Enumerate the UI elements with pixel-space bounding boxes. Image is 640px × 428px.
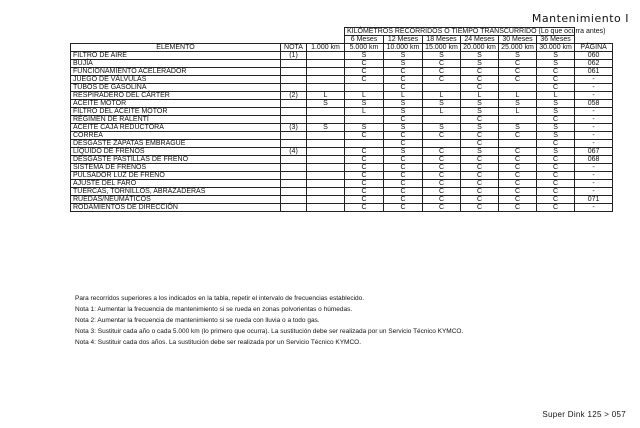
interval-cell: S xyxy=(307,124,345,132)
nota-cell xyxy=(281,76,307,84)
interval-cell: S xyxy=(423,100,461,108)
interval-cell xyxy=(499,140,537,148)
interval-cell: C xyxy=(461,204,499,212)
pagina-cell: 068 xyxy=(575,156,613,164)
element-cell: TUBOS DE GASOLINA xyxy=(71,84,281,92)
interval-cell: S xyxy=(537,100,575,108)
interval-cell xyxy=(345,116,384,124)
interval-cell: C xyxy=(499,156,537,164)
interval-cell xyxy=(307,188,345,196)
km-header: 30.000 km xyxy=(537,44,575,52)
pagina-cell: 058 xyxy=(575,100,613,108)
interval-cell: C xyxy=(499,132,537,140)
element-cell: DESGASTE ZAPATAS EMBRAGUE xyxy=(71,140,281,148)
interval-cell: C xyxy=(345,196,384,204)
pagina-cell: - xyxy=(575,92,613,100)
interval-cell: C xyxy=(461,68,499,76)
table-row xyxy=(71,172,613,180)
interval-cell: C xyxy=(537,204,575,212)
interval-cell: S xyxy=(537,52,575,60)
month-header: 6 Meses xyxy=(345,36,384,44)
interval-cell: C xyxy=(537,196,575,204)
nota-cell: (2) xyxy=(281,92,307,100)
interval-cell: S xyxy=(345,52,384,60)
nota-cell xyxy=(281,204,307,212)
interval-cell: C xyxy=(499,148,537,156)
interval-cell: S xyxy=(461,52,499,60)
interval-cell: C xyxy=(423,172,461,180)
nota-cell xyxy=(281,164,307,172)
element-cell: ACEITE MOTOR xyxy=(71,100,281,108)
interval-cell xyxy=(423,116,461,124)
interval-cell: L xyxy=(461,92,499,100)
month-header: 30 Meses xyxy=(499,36,537,44)
interval-cell: C xyxy=(499,76,537,84)
month-header: 12 Meses xyxy=(384,36,423,44)
table-row xyxy=(71,180,613,188)
note-1: Nota 1: Aumentar la frecuencia de mantenimiento si se rueda en zonas polvorientas o húmedas. xyxy=(75,306,353,313)
interval-cell: C xyxy=(423,180,461,188)
interval-cell: C xyxy=(499,172,537,180)
interval-cell: C xyxy=(499,68,537,76)
table-row xyxy=(71,148,613,156)
interval-cell: L xyxy=(537,92,575,100)
interval-cell: C xyxy=(384,188,423,196)
interval-cell: C xyxy=(345,68,384,76)
interval-cell: C xyxy=(345,164,384,172)
interval-cell: C xyxy=(384,76,423,84)
month-header: 36 Meses xyxy=(537,36,575,44)
interval-cell: C xyxy=(461,172,499,180)
note-intro: Para recorridos superiores a los indicados en la tabla, repetir el intervalo de frecuencias establecido. xyxy=(75,295,365,302)
interval-cell xyxy=(307,172,345,180)
interval-cell: C xyxy=(345,204,384,212)
table-row xyxy=(71,92,613,100)
interval-cell: S xyxy=(307,100,345,108)
interval-cell: C xyxy=(384,116,423,124)
table-row xyxy=(71,108,613,116)
nota-cell xyxy=(281,196,307,204)
interval-cell: S xyxy=(384,148,423,156)
interval-cell: L xyxy=(499,108,537,116)
interval-cell: S xyxy=(345,124,384,132)
table-row xyxy=(71,68,613,76)
interval-cell: S xyxy=(499,52,537,60)
interval-cell: C xyxy=(423,60,461,68)
interval-cell: C xyxy=(461,156,499,164)
interval-cell xyxy=(423,140,461,148)
interval-cell xyxy=(307,156,345,164)
interval-cell: S xyxy=(461,108,499,116)
nota-cell xyxy=(281,132,307,140)
maintenance-table xyxy=(70,27,613,212)
element-cell: TUERCAS, TORNILLOS, ABRAZADERAS xyxy=(71,188,281,196)
interval-cell xyxy=(307,76,345,84)
column-header-elemento: ELEMENTO xyxy=(71,44,281,52)
interval-cell: C xyxy=(537,116,575,124)
interval-cell: S xyxy=(384,108,423,116)
nota-cell xyxy=(281,60,307,68)
interval-cell: C xyxy=(499,188,537,196)
element-cell: BUJÍA xyxy=(71,60,281,68)
km-header: 10.000 km xyxy=(384,44,423,52)
nota-cell xyxy=(281,180,307,188)
interval-cell: C xyxy=(461,140,499,148)
element-cell: PULSADOR LUZ DE FRENO xyxy=(71,172,281,180)
element-cell: CORREA xyxy=(71,132,281,140)
pagina-cell: - xyxy=(575,132,613,140)
interval-cell: S xyxy=(537,124,575,132)
page-footer: Super Dink 125 > 057 xyxy=(542,410,626,419)
interval-cell: C xyxy=(461,180,499,188)
element-cell: SISTEMA DE FRENOS xyxy=(71,164,281,172)
nota-cell xyxy=(281,156,307,164)
table-row xyxy=(71,116,613,124)
interval-cell: C xyxy=(423,204,461,212)
interval-cell: L xyxy=(307,92,345,100)
interval-cell: C xyxy=(537,68,575,76)
table-row xyxy=(71,100,613,108)
column-header-pagina: PÁGINA xyxy=(575,44,613,52)
element-cell: FUNCIONAMIENTO ACELERADOR xyxy=(71,68,281,76)
interval-cell: S xyxy=(461,124,499,132)
interval-cell xyxy=(423,84,461,92)
pagina-cell: - xyxy=(575,164,613,172)
interval-cell: C xyxy=(537,76,575,84)
interval-cell: C xyxy=(499,204,537,212)
maintenance-table-body xyxy=(71,52,613,212)
interval-cell xyxy=(307,204,345,212)
table-row xyxy=(71,140,613,148)
element-cell: AJUSTE DEL FARO xyxy=(71,180,281,188)
nota-cell xyxy=(281,108,307,116)
notes-section xyxy=(75,293,615,348)
interval-cell xyxy=(307,60,345,68)
element-cell: RÉGIMEN DE RALENTÍ xyxy=(71,116,281,124)
pagina-cell: - xyxy=(575,116,613,124)
table-row xyxy=(71,60,613,68)
interval-cell: C xyxy=(345,148,384,156)
table-row xyxy=(71,164,613,172)
interval-cell xyxy=(307,148,345,156)
table-row xyxy=(71,204,613,212)
interval-cell xyxy=(307,68,345,76)
pagina-cell: - xyxy=(575,188,613,196)
element-cell: RUEDAS/NEUMÁTICOS xyxy=(71,196,281,204)
pagina-cell: - xyxy=(575,84,613,92)
interval-cell: S xyxy=(499,124,537,132)
nota-cell xyxy=(281,116,307,124)
km-header: 15.000 km xyxy=(423,44,461,52)
interval-cell xyxy=(307,180,345,188)
interval-cell: C xyxy=(423,156,461,164)
interval-cell xyxy=(499,84,537,92)
interval-cell: C xyxy=(384,164,423,172)
interval-cell: C xyxy=(384,68,423,76)
element-cell: JUEGO DE VÁLVULAS xyxy=(71,76,281,84)
pagina-cell: - xyxy=(575,140,613,148)
interval-cell xyxy=(307,116,345,124)
interval-cell: C xyxy=(345,60,384,68)
interval-cell: L xyxy=(423,108,461,116)
interval-cell: C xyxy=(423,164,461,172)
interval-cell: S xyxy=(499,100,537,108)
interval-cell xyxy=(307,164,345,172)
interval-cell: C xyxy=(499,180,537,188)
pagina-cell: 067 xyxy=(575,148,613,156)
interval-cell: C xyxy=(384,140,423,148)
note-4: Nota 4: Sustituir cada dos años. La sustitución debe ser realizada por un Servicio Técnico KYMCO. xyxy=(75,339,362,346)
interval-cell: S xyxy=(423,124,461,132)
note-2: Nota 2: Aumentar la frecuencia de mantenimiento si se rueda con lluvia o a todo gas. xyxy=(75,317,320,324)
interval-cell: C xyxy=(384,196,423,204)
interval-cell xyxy=(345,84,384,92)
interval-cell xyxy=(307,108,345,116)
nota-cell xyxy=(281,84,307,92)
interval-cell: C xyxy=(345,132,384,140)
km-header: 20.000 km xyxy=(461,44,499,52)
interval-cell: C xyxy=(461,76,499,84)
pagina-cell: 071 xyxy=(575,196,613,204)
element-cell: RODAMIENTOS DE DIRECCIÓN xyxy=(71,204,281,212)
page-title: Mantenimiento I xyxy=(531,12,629,25)
interval-cell xyxy=(307,132,345,140)
interval-cell: C xyxy=(461,132,499,140)
km-header: 1.000 km xyxy=(307,44,345,52)
interval-cell: C xyxy=(345,156,384,164)
interval-cell: C xyxy=(384,156,423,164)
interval-cell: S xyxy=(461,148,499,156)
interval-cell: S xyxy=(461,100,499,108)
interval-cell: S xyxy=(461,60,499,68)
table-row xyxy=(71,196,613,204)
interval-cell xyxy=(345,140,384,148)
nota-cell: (3) xyxy=(281,124,307,132)
interval-cell: C xyxy=(537,188,575,196)
interval-cell: S xyxy=(537,132,575,140)
km-header: 5.000 km xyxy=(345,44,384,52)
interval-cell: C xyxy=(345,188,384,196)
interval-cell: C xyxy=(537,156,575,164)
interval-cell: S xyxy=(384,100,423,108)
interval-cell: S xyxy=(537,148,575,156)
interval-cell: L xyxy=(345,92,384,100)
pagina-cell: 062 xyxy=(575,60,613,68)
element-cell: FILTRO DEL ACEITE MOTOR xyxy=(71,108,281,116)
interval-cell: S xyxy=(384,60,423,68)
interval-cell: C xyxy=(423,148,461,156)
interval-cell: S xyxy=(537,108,575,116)
element-cell: FILTRO DE AIRE xyxy=(71,52,281,60)
interval-cell: C xyxy=(384,180,423,188)
table-row xyxy=(71,124,613,132)
pagina-cell: - xyxy=(575,204,613,212)
pagina-cell: - xyxy=(575,124,613,132)
table-row xyxy=(71,52,613,60)
month-header: 24 Meses xyxy=(461,36,499,44)
interval-cell: S xyxy=(384,124,423,132)
interval-cell: L xyxy=(423,92,461,100)
interval-cell: C xyxy=(384,84,423,92)
element-cell: RESPIRADERO DEL CÁRTER xyxy=(71,92,281,100)
table-row xyxy=(71,84,613,92)
interval-cell: C xyxy=(384,172,423,180)
interval-cell: S xyxy=(384,52,423,60)
interval-cell: C xyxy=(461,164,499,172)
interval-cell: C xyxy=(461,188,499,196)
interval-cell: C xyxy=(423,68,461,76)
nota-cell: (4) xyxy=(281,148,307,156)
interval-cell: C xyxy=(537,140,575,148)
element-cell: LÍQUIDO DE FRENOS xyxy=(71,148,281,156)
table-row xyxy=(71,76,613,84)
interval-cell: C xyxy=(384,204,423,212)
km-group-header: KILÓMETROS RECORRIDOS O TIEMPO TRANSCURRIDO (Lo que ocurra antes) xyxy=(345,28,575,36)
interval-cell: L xyxy=(499,92,537,100)
interval-cell: C xyxy=(461,116,499,124)
table-row xyxy=(71,132,613,140)
month-header: 18 Meses xyxy=(423,36,461,44)
interval-cell: L xyxy=(384,92,423,100)
nota-cell xyxy=(281,140,307,148)
interval-cell: C xyxy=(537,164,575,172)
interval-cell xyxy=(307,196,345,204)
table-row xyxy=(71,188,613,196)
interval-cell: C xyxy=(423,196,461,204)
km-header: 25.000 km xyxy=(499,44,537,52)
interval-cell: C xyxy=(345,76,384,84)
interval-cell: S xyxy=(423,52,461,60)
interval-cell xyxy=(307,84,345,92)
element-cell: DESGASTE PASTILLAS DE FRENO xyxy=(71,156,281,164)
note-3: Nota 3: Sustituir cada año o cada 5.000 km (lo primero que ocurra). La sustitución debe ser realizada por un Servicio Técnico KYMCO. xyxy=(75,328,464,335)
interval-cell: C xyxy=(499,164,537,172)
interval-cell: C xyxy=(345,180,384,188)
nota-cell: (1) xyxy=(281,52,307,60)
interval-cell: C xyxy=(499,60,537,68)
interval-cell xyxy=(499,116,537,124)
interval-cell: C xyxy=(461,196,499,204)
interval-cell: C xyxy=(461,84,499,92)
pagina-cell: 060 xyxy=(575,52,613,60)
nota-cell xyxy=(281,188,307,196)
element-cell: ACEITE CAJA REDUCTORA xyxy=(71,124,281,132)
interval-cell xyxy=(307,140,345,148)
nota-cell xyxy=(281,172,307,180)
interval-cell: C xyxy=(423,188,461,196)
interval-cell: C xyxy=(345,172,384,180)
column-header-nota: NOTA xyxy=(281,44,307,52)
table-row xyxy=(71,156,613,164)
interval-cell: S xyxy=(537,60,575,68)
pagina-cell: - xyxy=(575,172,613,180)
interval-cell: C xyxy=(537,172,575,180)
nota-cell xyxy=(281,68,307,76)
pagina-cell: - xyxy=(575,76,613,84)
interval-cell: C xyxy=(384,132,423,140)
interval-cell: C xyxy=(537,84,575,92)
nota-cell xyxy=(281,100,307,108)
interval-cell: C xyxy=(537,180,575,188)
interval-cell xyxy=(307,52,345,60)
pagina-cell: 061 xyxy=(575,68,613,76)
interval-cell: C xyxy=(423,132,461,140)
pagina-cell: - xyxy=(575,108,613,116)
interval-cell: S xyxy=(345,100,384,108)
pagina-cell: - xyxy=(575,180,613,188)
interval-cell: L xyxy=(345,108,384,116)
interval-cell: C xyxy=(423,76,461,84)
interval-cell: C xyxy=(499,196,537,204)
